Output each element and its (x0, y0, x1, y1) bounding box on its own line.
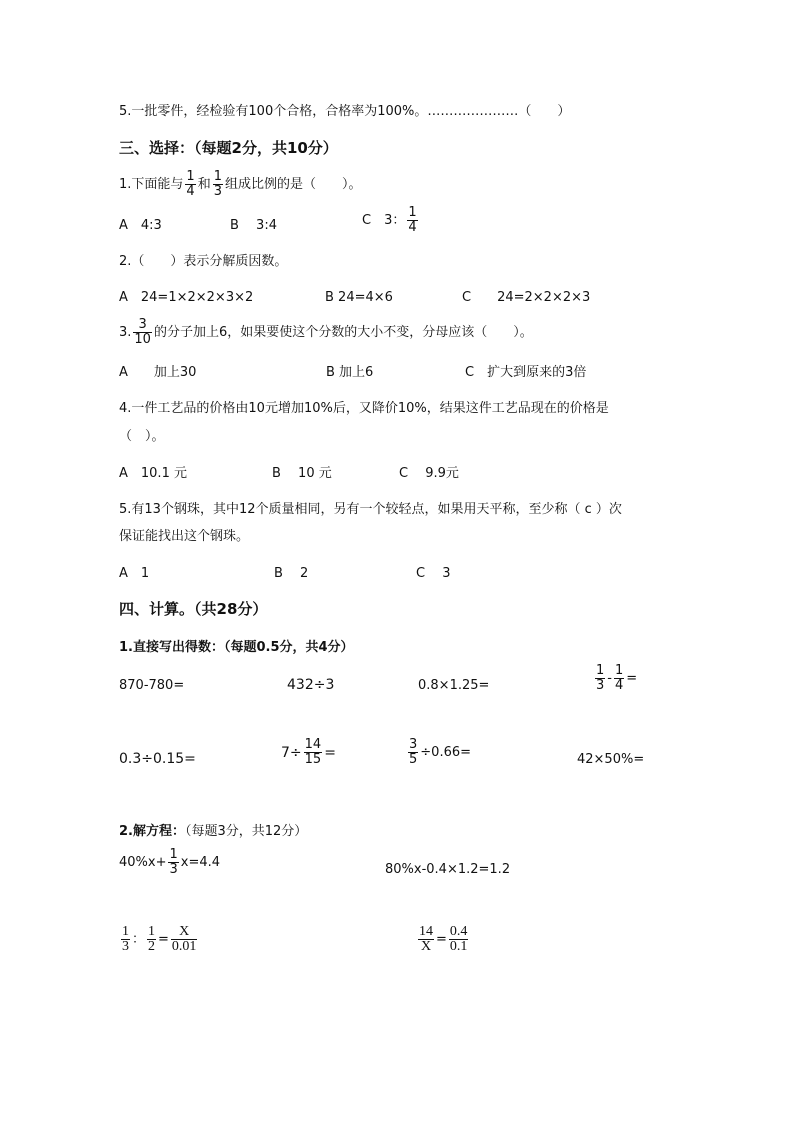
calc-d-fraction-2: $\frac{1}{4}$ (614, 663, 624, 693)
part-2-title: 2.解方程：（每题3分，共12分） (119, 824, 308, 839)
q1-and: 和 (197, 176, 211, 192)
q5-option-b: B 2 (274, 566, 309, 581)
calc-d: $\frac{1}{3}$ - $\frac{1}{4}$ = (596, 663, 638, 693)
calc-f: 7÷ $\frac{14}{15}$ = (281, 737, 336, 767)
q3-option-c: C 扩大到原来的3倍 (465, 365, 587, 380)
question-5-line-2: 保证能找出这个钢珠。 (119, 529, 250, 544)
q1-option-c-fraction: $\frac{1}{4}$ (408, 205, 417, 235)
calc-b: 432÷3 (287, 677, 335, 693)
part-1-title: 1.直接写出得数：（每题0.5分，共4分） (119, 640, 354, 655)
equation-1: 40%x+ $\frac{1}{3}$ x=4.4 (119, 847, 221, 877)
calc-h: 42×50%= (577, 752, 645, 767)
q1-suffix: 组成比例的是（ ）。 (224, 176, 362, 192)
calc-g: $\frac{3}{5}$ ÷0.66= (409, 737, 472, 767)
calc-c: 0.8×1.25= (418, 678, 490, 693)
calc-a: 870-780= (119, 678, 185, 693)
question-5-line-1: 5.有13个钢珠，其中12个质量相同，另有一个较轻点，如果用天平称，至少称（ c ）次 (119, 502, 622, 517)
q2-option-b: B 24=4×6 (325, 290, 393, 305)
q3-option-b: B 加上6 (326, 365, 374, 380)
question-2: 2.（ ）表示分解质因数。 (119, 254, 288, 269)
q3-option-a: A 加上30 (119, 365, 197, 380)
section-4-title: 四、计算。（共28分） (119, 600, 268, 618)
q2-option-a: A 24=1×2×2×3×2 (119, 290, 254, 305)
question-4-line-1: 4.一件工艺品的价格由10元增加10%后，又降价10%，结果这件工艺品现在的价格是 (119, 401, 609, 416)
q1-option-a: A 4:3 (119, 218, 162, 233)
calc-d-fraction-1: $\frac{1}{3}$ (596, 663, 605, 693)
equation-2: 80%x-0.4×1.2=1.2 (385, 862, 511, 877)
equation-3: $\frac{1}{3}$ ： $\frac{1}{2}$ = $\frac{X}{0.01}$ (122, 924, 197, 954)
equation-4: $\frac{14}{X}$ = $\frac{0.4}{0.1}$ (419, 924, 468, 954)
equation-3-fraction-1: $\frac{1}{3}$ (122, 924, 129, 954)
q2-option-c: C 24=2×2×2×3 (462, 290, 591, 305)
q5-option-c: C 3 (416, 566, 451, 581)
q3-fraction: $\frac{3}{10}$ (134, 317, 151, 347)
q1-fraction-2: $\frac{1}{3}$ (213, 169, 222, 199)
q5-option-a: A 1 (119, 566, 150, 581)
q1-option-b: B 3:4 (230, 218, 277, 233)
equation-3-fraction-2: $\frac{1}{2}$ (148, 924, 156, 954)
calc-f-fraction: $\frac{14}{15}$ (304, 737, 322, 767)
question-4-line-2: （ ）。 (119, 429, 165, 444)
section-3-title: 三、选择：（每题2分，共10分） (119, 139, 338, 157)
equation-1-fraction: $\frac{1}{3}$ (169, 847, 178, 877)
q1-prefix: 1.下面能与 (119, 176, 184, 192)
q4-option-b: B 10 元 (272, 466, 332, 481)
question-3: 3. $\frac{3}{10}$ 的分子加上6，如果要使这个分数的大小不变，分母应该（ ）。 (119, 317, 533, 347)
question-1 (119, 170, 362, 199)
calc-e: 0.3÷0.15= (119, 751, 196, 767)
equation-3-fraction-3: $\frac{X}{0.01}$ (171, 924, 197, 954)
q4-option-a: A 10.1 元 (119, 466, 187, 481)
equation-4-fraction-1: $\frac{14}{X}$ (419, 924, 433, 954)
q1-option-c: C 3： $\frac{1}{4}$ (362, 205, 417, 235)
q4-option-c: C 9.9元 (399, 466, 459, 481)
judgment-item-5: 5.一批零件，经检验有100个合格，合格率为100%。…………………（ ） (119, 104, 571, 119)
calc-g-fraction: $\frac{3}{5}$ (409, 737, 418, 767)
q1-fraction-1: $\frac{1}{4}$ (186, 169, 195, 199)
equation-4-fraction-2: $\frac{0.4}{0.1}$ (449, 924, 468, 954)
